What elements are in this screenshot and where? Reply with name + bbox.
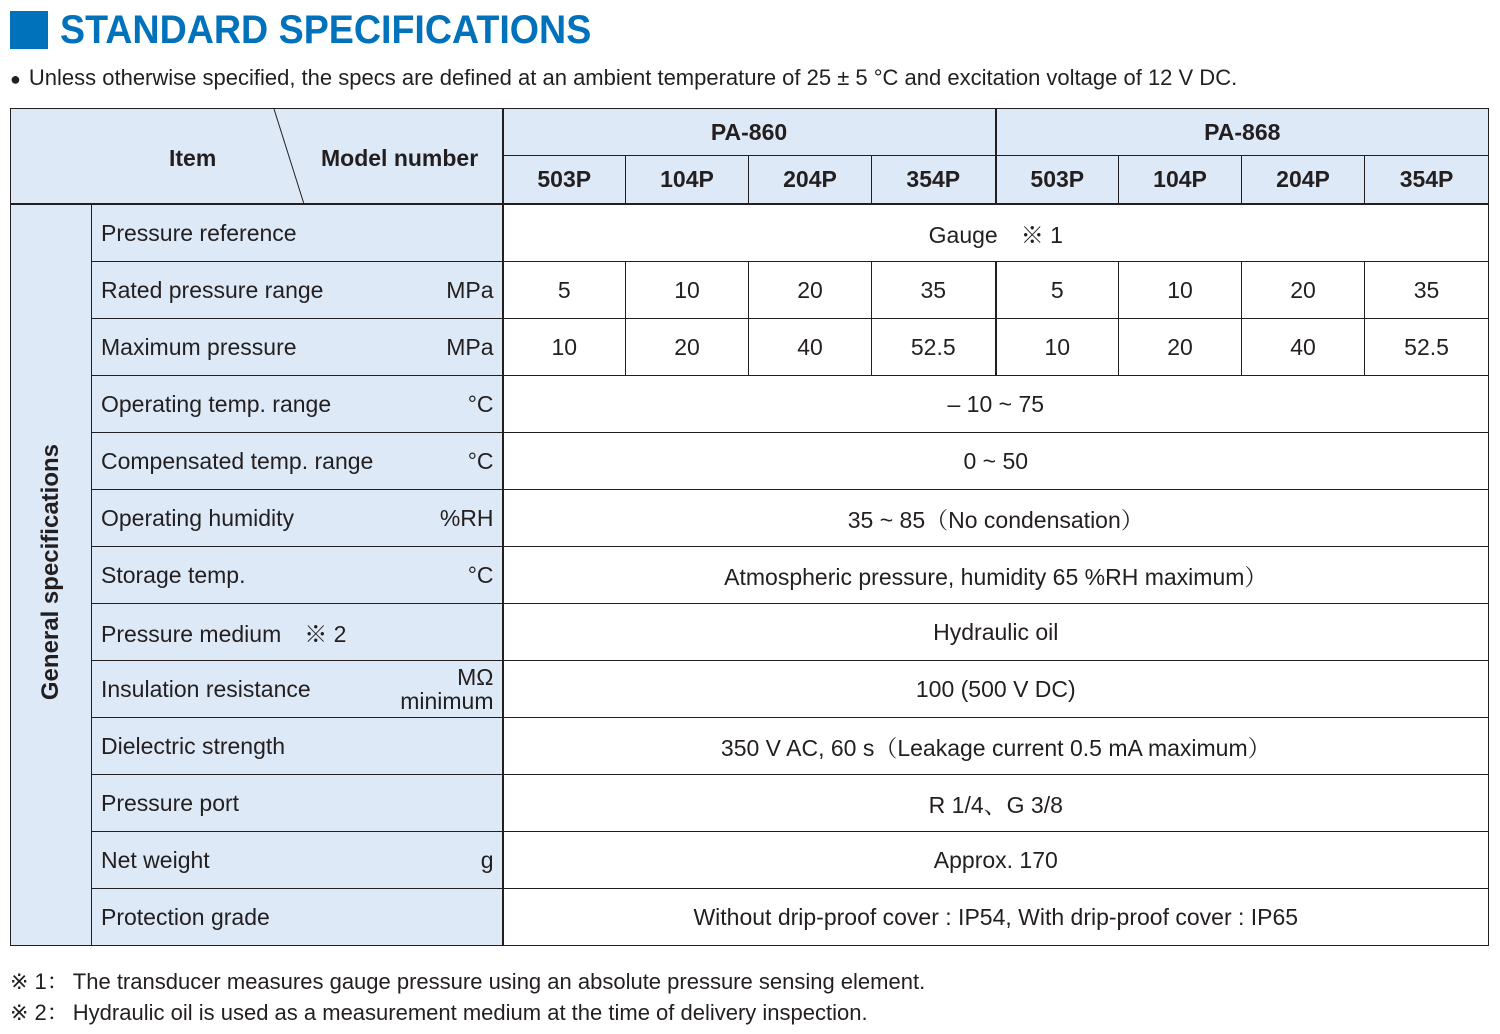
row-value: Gauge ※ 1 [503,204,1489,262]
row-unit-line1: MΩ [457,664,494,690]
footnote-text: The transducer measures gauge pressure using an absolute pressure sensing element. [72,969,926,994]
row-unit: g [480,847,494,873]
section-label: General specifications [37,443,64,701]
row-label: Operating humidity [101,504,295,531]
table-row [11,775,1489,832]
row-label-cell [92,262,503,319]
row-label-cell [92,832,503,889]
row-unit: °C [467,562,494,588]
model-header: 503P [996,156,1119,205]
row-value: 20 [1119,319,1242,376]
row-value: R 1/4、G 3/8 [503,775,1489,832]
model-header: 204P [1242,156,1365,205]
row-value: 52.5 [872,319,996,376]
row-value: 10 [626,262,749,319]
spec-table [10,108,1489,946]
model-header: 104P [626,156,749,205]
row-label-cell [92,490,503,547]
row-label-cell [92,775,503,832]
row-label: Net weight [101,846,210,873]
row-unit [400,665,493,713]
row-label-cell [92,718,503,775]
model-header: 354P [872,156,996,205]
table-row [11,204,1489,262]
header-model-label: Model number [321,145,479,171]
row-label-cell [92,547,503,604]
row-value: Without drip-proof cover : IP54, With drip-proof cover : IP65 [503,889,1489,946]
row-value: 0 ~ 50 [503,433,1489,490]
row-value: 10 [503,319,626,376]
row-label-cell [92,204,503,262]
table-row [11,889,1489,946]
header-item-label: Item [169,145,217,171]
row-label: Compensated temp. range [101,447,374,474]
row-value: 10 [1119,262,1242,319]
row-unit: °C [467,391,494,417]
row-label: Operating temp. range [101,390,332,417]
footnote [10,966,925,997]
row-value: 10 [996,319,1119,376]
row-label: Dielectric strength [101,732,286,759]
model-header: 354P [1365,156,1489,205]
row-value: 5 [996,262,1119,319]
row-unit: °C [467,448,494,474]
footnote-mark: ※ 2： [10,1000,69,1025]
row-value: 35 [872,262,996,319]
footnote-text: Hydraulic oil is used as a measurement medium at the time of delivery inspection. [72,1000,868,1025]
model-header: 104P [1119,156,1242,205]
table-row [11,490,1489,547]
row-label: Insulation resistance [101,675,311,702]
table-row [11,547,1489,604]
section-label-cell [11,204,92,946]
row-value: 20 [1242,262,1365,319]
row-label-cell [92,376,503,433]
row-value: 20 [626,319,749,376]
table-row [11,832,1489,889]
row-label: Rated pressure range [101,276,324,303]
header-corner [11,109,503,205]
row-label: Maximum pressure [101,333,297,360]
model-header: 503P [503,156,626,205]
row-value: – 10 ~ 75 [503,376,1489,433]
row-label: Storage temp. [101,561,246,588]
row-value: 20 [749,262,872,319]
row-label-cell [92,433,503,490]
table-row [11,319,1489,376]
table-row [11,661,1489,718]
row-label: Pressure medium ※ 2 [101,620,347,647]
row-label-cell [92,604,503,661]
model-header: 204P [749,156,872,205]
group-header-pa860: PA-860 [503,109,996,156]
title-square-icon [10,11,48,49]
row-value: Hydraulic oil [503,604,1489,661]
table-row [11,433,1489,490]
table-row [11,718,1489,775]
row-value: 35 [1365,262,1489,319]
footnote-mark: ※ 1： [10,969,69,994]
row-value: 5 [503,262,626,319]
row-label: Pressure port [101,789,240,816]
bullet-icon: ● [10,69,21,89]
row-unit: %RH [439,505,494,531]
table-row [11,376,1489,433]
row-value: Atmospheric pressure, humidity 65 %RH maximum） [503,547,1489,604]
row-value: 40 [749,319,872,376]
table-row [11,262,1489,319]
ambient-note [10,64,1237,93]
row-label: Pressure reference [101,219,297,246]
group-header-pa868: PA-868 [996,109,1489,156]
row-unit: MPa [446,334,494,360]
row-label-cell [92,661,503,718]
row-value: 100 (500 V DC) [503,661,1489,718]
footnotes [10,966,925,1028]
row-label-cell [92,889,503,946]
row-value: 35 ~ 85（No condensation） [503,490,1489,547]
row-label-cell [92,319,503,376]
row-value: 350 V AC, 60 s（Leakage current 0.5 mA maximum） [503,718,1489,775]
row-value: 40 [1242,319,1365,376]
footnote [10,997,925,1028]
page-title [10,6,625,54]
row-unit-line2: minimum [400,688,494,714]
row-value: Approx. 170 [503,832,1489,889]
note-text: Unless otherwise specified, the specs are defined at an ambient temperature of 25 ± 5 °C and excitation voltage of 12 V DC. [28,65,1238,90]
table-row [11,604,1489,661]
row-value: 52.5 [1365,319,1489,376]
row-label: Protection grade [101,903,270,930]
row-unit: MPa [446,277,494,303]
title-text: STANDARD SPECIFICATIONS [60,7,592,52]
